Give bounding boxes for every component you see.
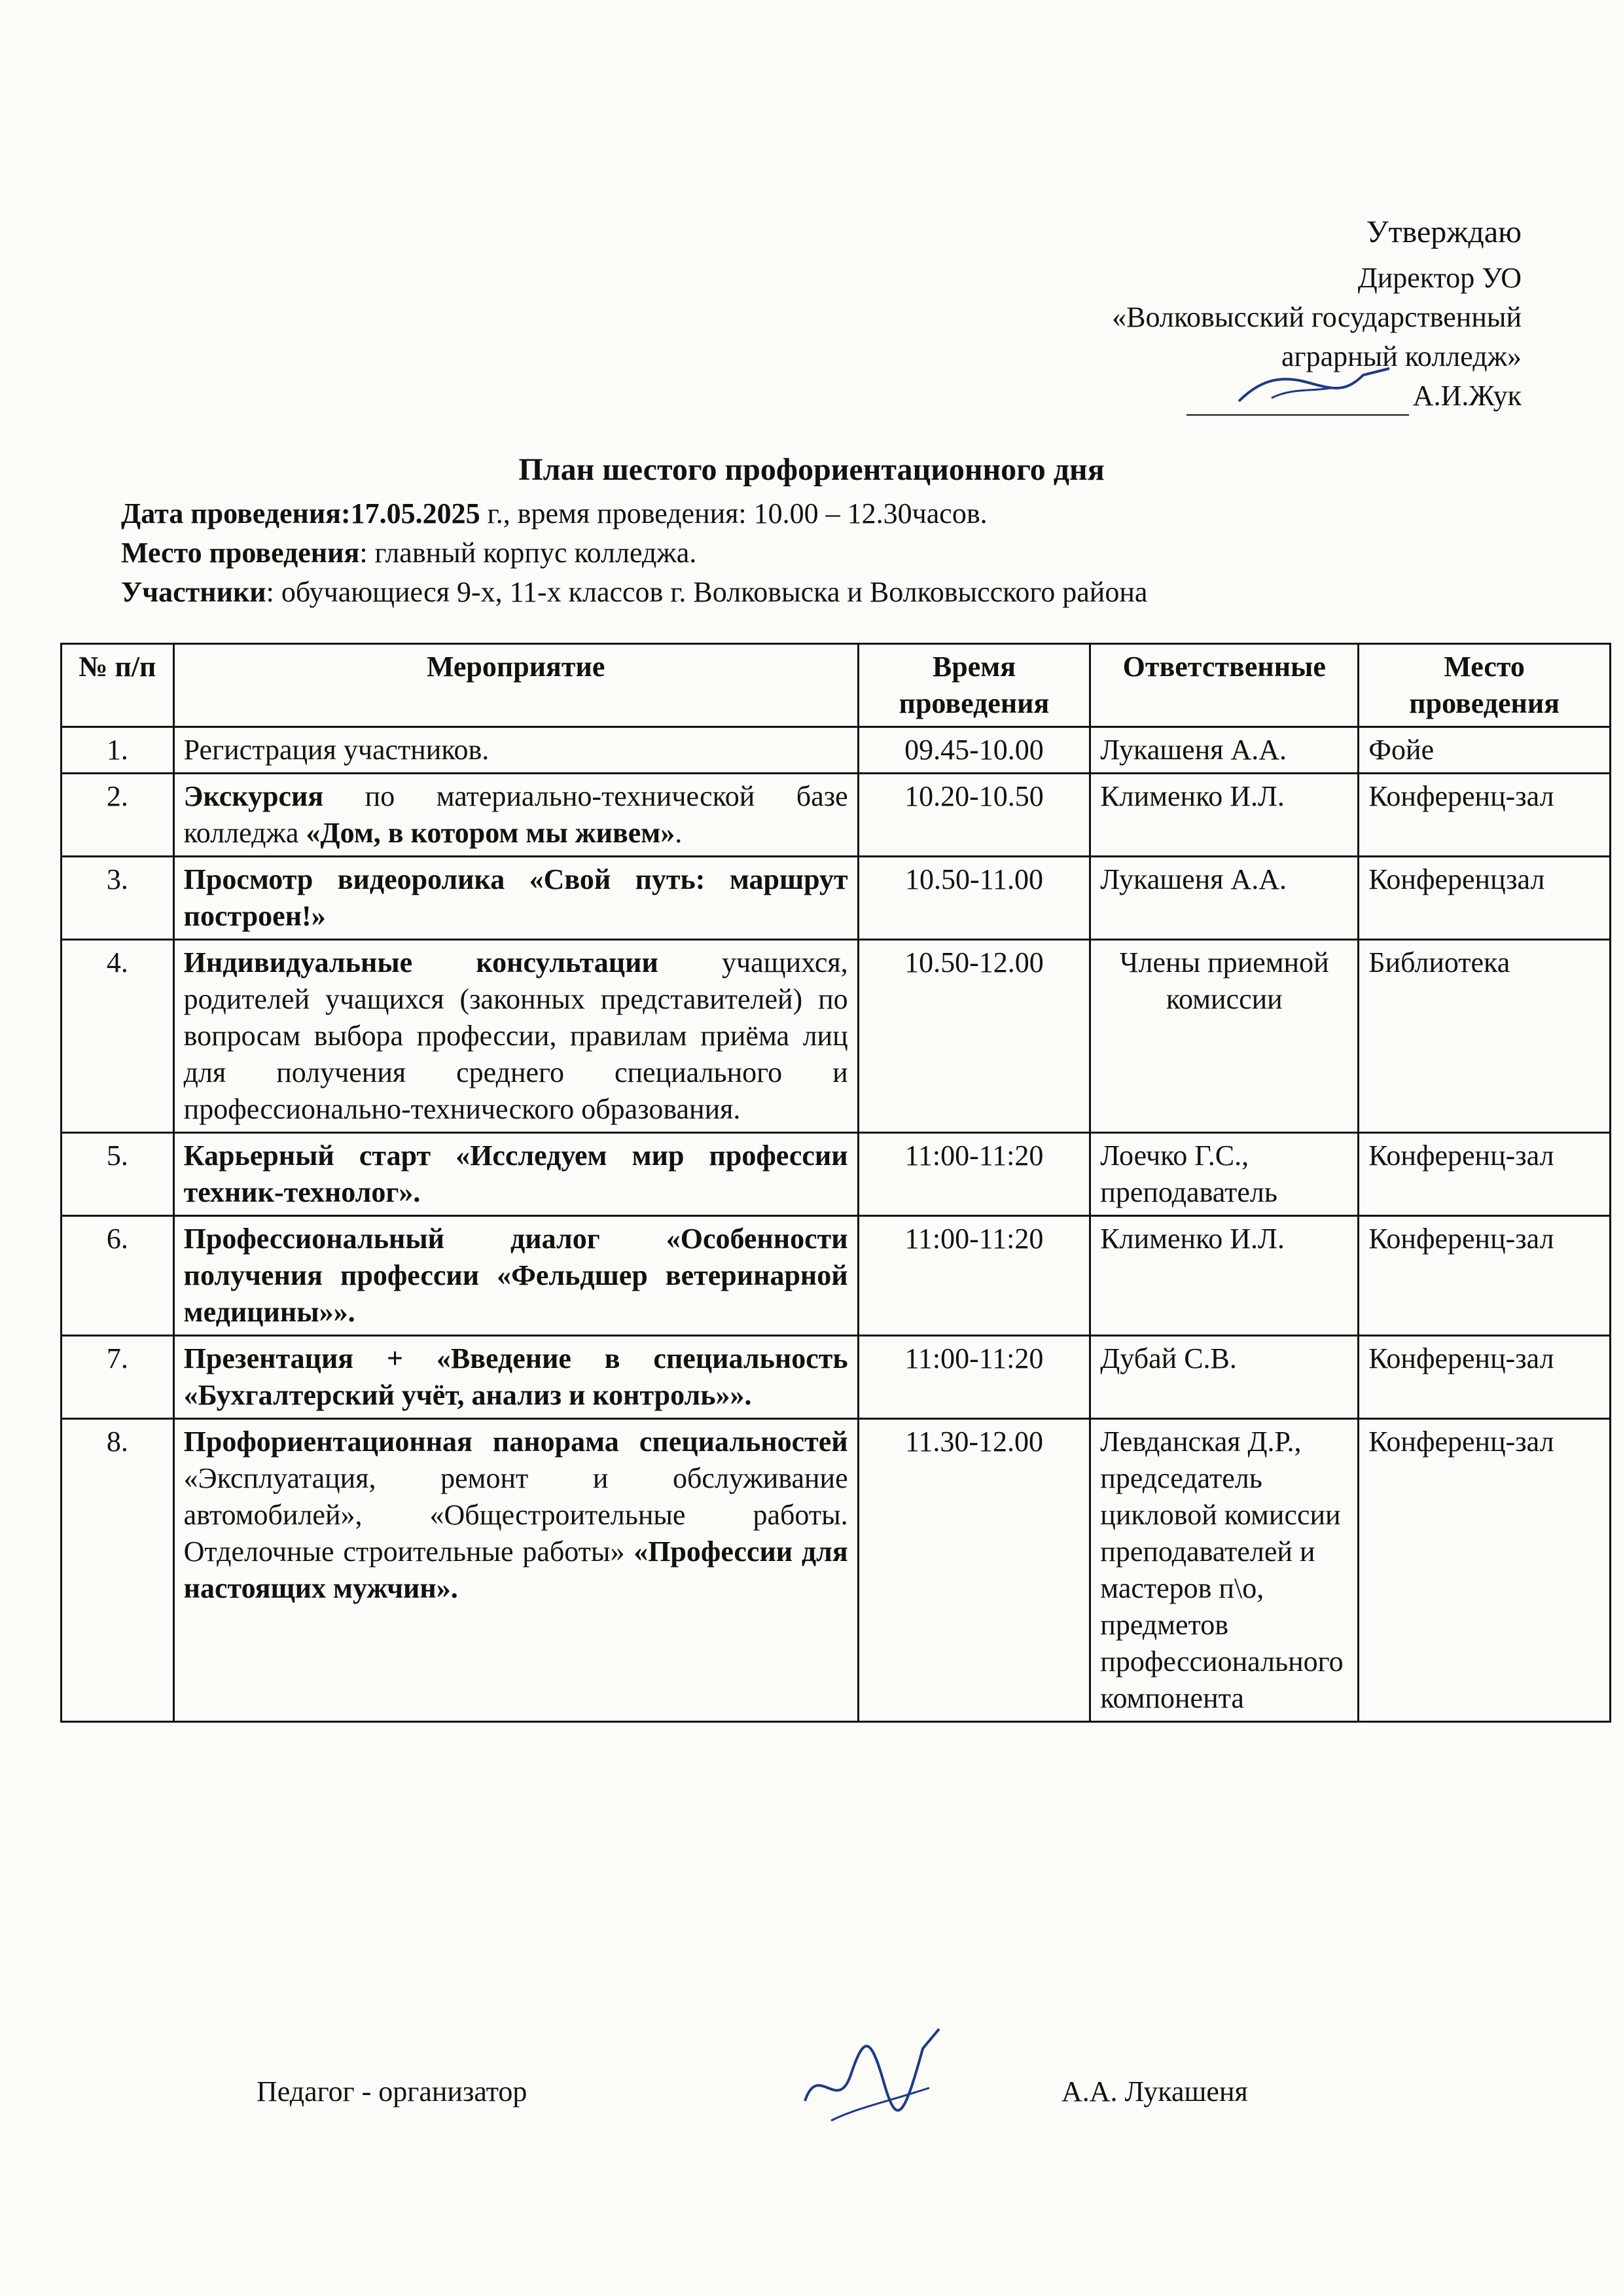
row-num: 2.	[62, 774, 174, 857]
row-event-bold: Презентация + «Введение в специальность «Бухгалтерский учёт, анализ и контроль»».	[183, 1342, 848, 1411]
header-place: Место проведения	[1359, 644, 1611, 727]
row-time: 10.20-10.50	[858, 774, 1090, 857]
row-place: Конференцзал	[1359, 857, 1611, 940]
row-time: 10.50-12.00	[858, 940, 1090, 1133]
table-row	[62, 940, 1611, 1133]
footer-position: Педагог - организатор	[257, 2075, 527, 2108]
place-label: Место проведения	[121, 537, 360, 569]
row-event	[173, 940, 858, 1133]
row-responsible: Лоечко Г.С., преподаватель	[1090, 1133, 1359, 1216]
date-label: Дата проведения	[121, 497, 342, 529]
approval-signature-line	[1112, 376, 1522, 416]
table-row	[62, 774, 1611, 857]
row-num: 5.	[62, 1133, 174, 1216]
header-num: № п/п	[62, 644, 174, 727]
row-event	[173, 1419, 858, 1722]
table-row	[62, 1336, 1611, 1419]
row-responsible: Лукашеня А.А.	[1090, 857, 1359, 940]
row-num: 6.	[62, 1216, 174, 1336]
plan-table	[60, 643, 1611, 1723]
header-responsible: Ответственные	[1090, 644, 1359, 727]
row-place: Конференц-зал	[1359, 774, 1611, 857]
row-event-bold: Экскурсия	[183, 780, 324, 812]
row-event-text: по материально-технической базе колледжа	[183, 780, 848, 849]
row-place: Конференц-зал	[1359, 1216, 1611, 1336]
row-event-bold: Индивидуальные консультации	[183, 946, 658, 978]
row-time: 11:00-11:20	[858, 1216, 1090, 1336]
row-num: 7.	[62, 1336, 174, 1419]
organizer-signature-icon	[792, 2022, 949, 2140]
row-place: Конференц-зал	[1359, 1419, 1611, 1722]
signature-underline	[1186, 386, 1409, 416]
row-place: Конференц-зал	[1359, 1133, 1611, 1216]
table-row	[62, 857, 1611, 940]
row-event-bold: Профориентационная панорама специальностей	[183, 1426, 848, 1458]
date-value: 17.05.2025	[350, 497, 480, 529]
table-row	[62, 1419, 1611, 1722]
table-row	[62, 727, 1611, 774]
row-time: 11:00-11:20	[858, 1336, 1090, 1419]
table-header-row	[62, 644, 1611, 727]
row-place: Библиотека	[1359, 940, 1611, 1133]
row-time: 11:00-11:20	[858, 1133, 1090, 1216]
place-value: : главный корпус колледжа.	[359, 537, 697, 569]
row-place: Фойе	[1359, 727, 1611, 774]
row-event-text: «Эксплуатация, ремонт и обслуживание автомобилей», «Общестроительные работы. Отделочные строительные работы»	[183, 1462, 848, 1568]
row-event	[173, 727, 858, 774]
row-event-text: учащихся, родителей учащихся (законных представителей) по вопросам выбора профессии, правилам приёма лиц для получения среднего специального и профессионально-технического образования.	[183, 946, 848, 1125]
row-num: 3.	[62, 857, 174, 940]
row-event-bold: Профессиональный диалог «Особенности получения профессии «Фельдшер ветеринарной медицины»».	[183, 1223, 848, 1328]
row-num: 1.	[62, 727, 174, 774]
row-responsible: Клименко И.Л.	[1090, 1216, 1359, 1336]
meta-participants-line	[121, 573, 1561, 612]
participants-value: : обучающиеся 9-х, 11-х классов г. Волковыска и Волковысского района	[266, 576, 1148, 608]
meta-block	[121, 494, 1561, 612]
row-time: 11.30-12.00	[858, 1419, 1090, 1722]
row-responsible: Члены приемной комиссии	[1090, 940, 1359, 1133]
row-time: 10.50-11.00	[858, 857, 1090, 940]
approval-org-line1: «Волковысский государственный	[1112, 301, 1522, 333]
table-row	[62, 1216, 1611, 1336]
table-row	[62, 1133, 1611, 1216]
footer-name: А.А. Лукашеня	[1061, 2075, 1248, 2108]
header-event: Мероприятие	[173, 644, 858, 727]
approval-org-line2: аграрный колледж»	[1281, 340, 1522, 372]
approval-position: Директор УО	[1357, 262, 1522, 294]
row-event	[173, 774, 858, 857]
header-time: Время проведения	[858, 644, 1090, 727]
document-title: План шестого профориентационного дня	[518, 452, 1105, 487]
row-num: 4.	[62, 940, 174, 1133]
director-signature-icon	[1232, 362, 1402, 414]
row-event-tail: .	[675, 817, 683, 849]
row-event	[173, 1336, 858, 1419]
row-responsible: Лукашеня А.А.	[1090, 727, 1359, 774]
row-responsible: Клименко И.Л.	[1090, 774, 1359, 857]
date-rest: г., время проведения: 10.00 – 12.30часов.	[480, 497, 988, 529]
meta-date-line: Дата проведения:17.05.2025 г., время проведения: 10.00 – 12.30часов.	[121, 497, 988, 529]
row-time: 09.45-10.00	[858, 727, 1090, 774]
row-event	[173, 1216, 858, 1336]
row-event-bold2: «Профессии для настоящих мужчин».	[183, 1535, 848, 1604]
meta-place-line	[121, 533, 1561, 573]
approval-signer: А.И.Жук	[1412, 380, 1522, 412]
approval-block	[1112, 213, 1522, 416]
participants-label: Участники	[121, 576, 266, 608]
row-event-bold: Карьерный старт «Исследуем мир профессии техник-технолог».	[183, 1139, 848, 1208]
row-responsible: Дубай С.В.	[1090, 1336, 1359, 1419]
row-responsible: Левданская Д.Р., председатель цикловой комиссии преподавателей и мастеров п\о, предметов профессионального компонента	[1090, 1419, 1359, 1722]
row-num: 8.	[62, 1419, 174, 1722]
approval-title: Утверждаю	[1366, 215, 1522, 249]
row-event-bold: Просмотр видеоролика «Свой путь: маршрут построен!»	[183, 863, 848, 932]
row-place: Конференц-зал	[1359, 1336, 1611, 1419]
row-event	[173, 857, 858, 940]
row-event-text: Регистрация участников.	[183, 734, 490, 766]
row-event-bold2: «Дом, в котором мы живем»	[306, 817, 675, 849]
row-event	[173, 1133, 858, 1216]
